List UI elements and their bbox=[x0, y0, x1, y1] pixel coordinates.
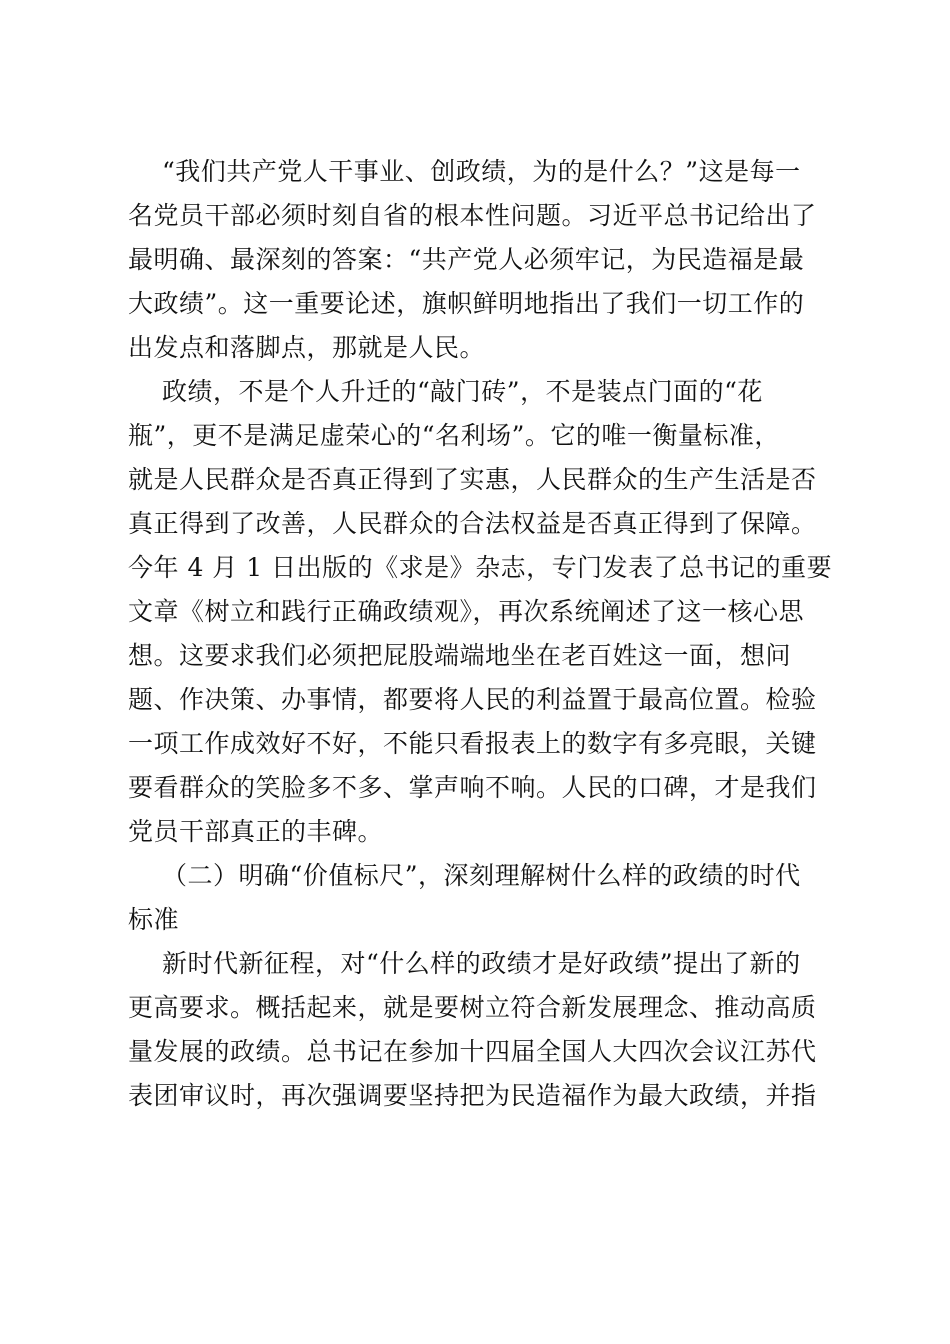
paragraph-2-line-5: 今年 4 月 1 日出版的《求是》杂志，专门发表了总书记的重要 bbox=[128, 553, 833, 582]
paragraph-3-line-1: 新时代新征程，对“什么样的政绩才是好政绩”提出了新的 bbox=[162, 949, 801, 978]
paragraph-3-line-2: 更高要求。概括起来，就是要树立符合新发展理念、推动高质 bbox=[128, 993, 817, 1022]
paragraph-2-line-9: 一项工作成效好不好，不能只看报表上的数字有多亮眼，关键 bbox=[128, 729, 817, 758]
paragraph-1-line-5: 出发点和落脚点，那就是人民。 bbox=[128, 333, 486, 362]
paragraph-1-line-3: 最明确、最深刻的答案：“共产党人必须牢记，为民造福是最 bbox=[128, 245, 805, 274]
paragraph-1-line-2: 名党员干部必须时刻自省的根本性问题。习近平总书记给出了 bbox=[128, 201, 817, 230]
paragraph-2-line-1: 政绩，不是个人升迁的“敲门砖”，不是装点门面的“花 bbox=[162, 377, 763, 406]
paragraph-2-line-10: 要看群众的笑脸多不多、掌声响不响。人民的口碑，才是我们 bbox=[128, 773, 817, 802]
section-heading-line-2: 标准 bbox=[128, 905, 180, 934]
paragraph-2-line-6: 文章《树立和践行正确政绩观》，再次系统阐述了这一核心思 bbox=[128, 597, 805, 626]
paragraph-2-line-3: 就是人民群众是否真正得到了实惠，人民群众的生产生活是否 bbox=[128, 465, 817, 494]
paragraph-3-line-3: 量发展的政绩。总书记在参加十四届全国人大四次会议江苏代 bbox=[128, 1037, 817, 1066]
paragraph-2-line-2: 瓶”，更不是满足虚荣心的“名利场”。它的唯一衡量标准， bbox=[128, 421, 780, 450]
paragraph-2-line-11: 党员干部真正的丰碑。 bbox=[128, 817, 384, 846]
paragraph-1-line-1: “我们共产党人干事业、创政绩，为的是什么？”这是每一 bbox=[162, 157, 801, 186]
paragraph-2-line-7: 想。这要求我们必须把屁股端端地坐在老百姓这一面，想问 bbox=[128, 641, 792, 670]
paragraph-2-line-4: 真正得到了改善，人民群众的合法权益是否真正得到了保障。 bbox=[128, 509, 817, 538]
paragraph-2-line-8: 题、作决策、办事情，都要将人民的利益置于最高位置。检验 bbox=[128, 685, 817, 714]
paragraph-3-line-4: 表团审议时，再次强调要坚持把为民造福作为最大政绩，并指 bbox=[128, 1081, 817, 1110]
section-heading-line-1: （二）明确“价值标尺”，深刻理解树什么样的政绩的时代 bbox=[162, 861, 801, 890]
paragraph-1-line-4: 大政绩”。这一重要论述，旗帜鲜明地指出了我们一切工作的 bbox=[128, 289, 805, 318]
